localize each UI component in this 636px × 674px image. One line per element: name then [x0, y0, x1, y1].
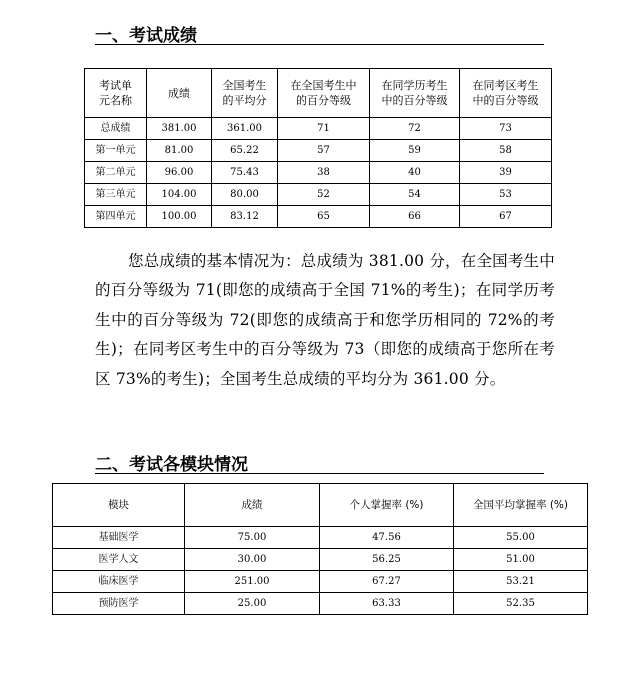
column-header: 在同考区考生 中的百分等级: [460, 69, 552, 118]
column-header: 在同学历考生 中的百分等级: [370, 69, 460, 118]
table-cell: 71: [278, 118, 370, 140]
table-row: [85, 140, 552, 162]
section-1-underline: [95, 44, 544, 45]
table-cell: 63.33: [320, 593, 454, 615]
table-row: [85, 206, 552, 228]
table-row: [53, 571, 588, 593]
module-table: [52, 483, 588, 615]
column-header: 在全国考生中 的百分等级: [278, 69, 370, 118]
table-cell: 73: [460, 118, 552, 140]
table-cell: 67.27: [320, 571, 454, 593]
table-header-row: [53, 484, 588, 527]
exam-scores-table: [84, 68, 552, 228]
row-label: 预防医学: [53, 593, 185, 615]
table-row: [85, 162, 552, 184]
table-cell: 47.56: [320, 527, 454, 549]
section-1-title: 一、考试成绩: [95, 26, 197, 46]
row-label: 总成绩: [85, 118, 147, 140]
column-header: 全国平均掌握率 (%): [454, 484, 588, 527]
column-header: 考试单 元名称: [85, 69, 147, 118]
section-2-title: 二、考试各模块情况: [95, 455, 248, 475]
table-cell: 52.35: [454, 593, 588, 615]
table-cell: 57: [278, 140, 370, 162]
table-cell: 75.43: [212, 162, 278, 184]
table-row: [53, 593, 588, 615]
row-label: 医学人文: [53, 549, 185, 571]
table-cell: 104.00: [147, 184, 212, 206]
table-cell: 381.00: [147, 118, 212, 140]
table-cell: 55.00: [454, 527, 588, 549]
table-cell: 361.00: [212, 118, 278, 140]
table-cell: 56.25: [320, 549, 454, 571]
row-label: 第三单元: [85, 184, 147, 206]
table-cell: 67: [460, 206, 552, 228]
table-cell: 59: [370, 140, 460, 162]
score-summary-paragraph: 您总成绩的基本情况为：总成绩为 381.00 分，在全国考生中的百分等级为 71(即您的成绩高于全国 71%的考生)；在同学历考生中的百分等级为 72(即您的成绩高于和您学历相同的 72%的考生)；在同考区考生中的百分等级为 73（即您的成绩高于您所在考区 73%的考生)；全国考生总成绩的平均分为 361.00 分。: [95, 251, 555, 388]
table-cell: 65.22: [212, 140, 278, 162]
table-cell: 75.00: [185, 527, 320, 549]
table-cell: 52: [278, 184, 370, 206]
table-row: [85, 184, 552, 206]
column-header: 成绩: [147, 69, 212, 118]
row-label: 第一单元: [85, 140, 147, 162]
table-cell: 38: [278, 162, 370, 184]
table-cell: 25.00: [185, 593, 320, 615]
table-header-row: [85, 69, 552, 118]
table-cell: 80.00: [212, 184, 278, 206]
table-cell: 53.21: [454, 571, 588, 593]
table-cell: 66: [370, 206, 460, 228]
table-cell: 39: [460, 162, 552, 184]
row-label: 基础医学: [53, 527, 185, 549]
table-cell: 30.00: [185, 549, 320, 571]
table-cell: 96.00: [147, 162, 212, 184]
row-label: 临床医学: [53, 571, 185, 593]
table-cell: 72: [370, 118, 460, 140]
table-cell: 81.00: [147, 140, 212, 162]
table-cell: 251.00: [185, 571, 320, 593]
row-label: 第二单元: [85, 162, 147, 184]
table-cell: 51.00: [454, 549, 588, 571]
table-row: [53, 549, 588, 571]
column-header: 全国考生 的平均分: [212, 69, 278, 118]
table-cell: 65: [278, 206, 370, 228]
table-cell: 100.00: [147, 206, 212, 228]
table-cell: 40: [370, 162, 460, 184]
column-header: 模块: [53, 484, 185, 527]
table-cell: 53: [460, 184, 552, 206]
table-cell: 83.12: [212, 206, 278, 228]
column-header: 个人掌握率 (%): [320, 484, 454, 527]
table-cell: 54: [370, 184, 460, 206]
column-header: 成绩: [185, 484, 320, 527]
section-2-underline: [95, 473, 544, 474]
row-label: 第四单元: [85, 206, 147, 228]
table-row: [53, 527, 588, 549]
table-cell: 58: [460, 140, 552, 162]
table-row: [85, 118, 552, 140]
